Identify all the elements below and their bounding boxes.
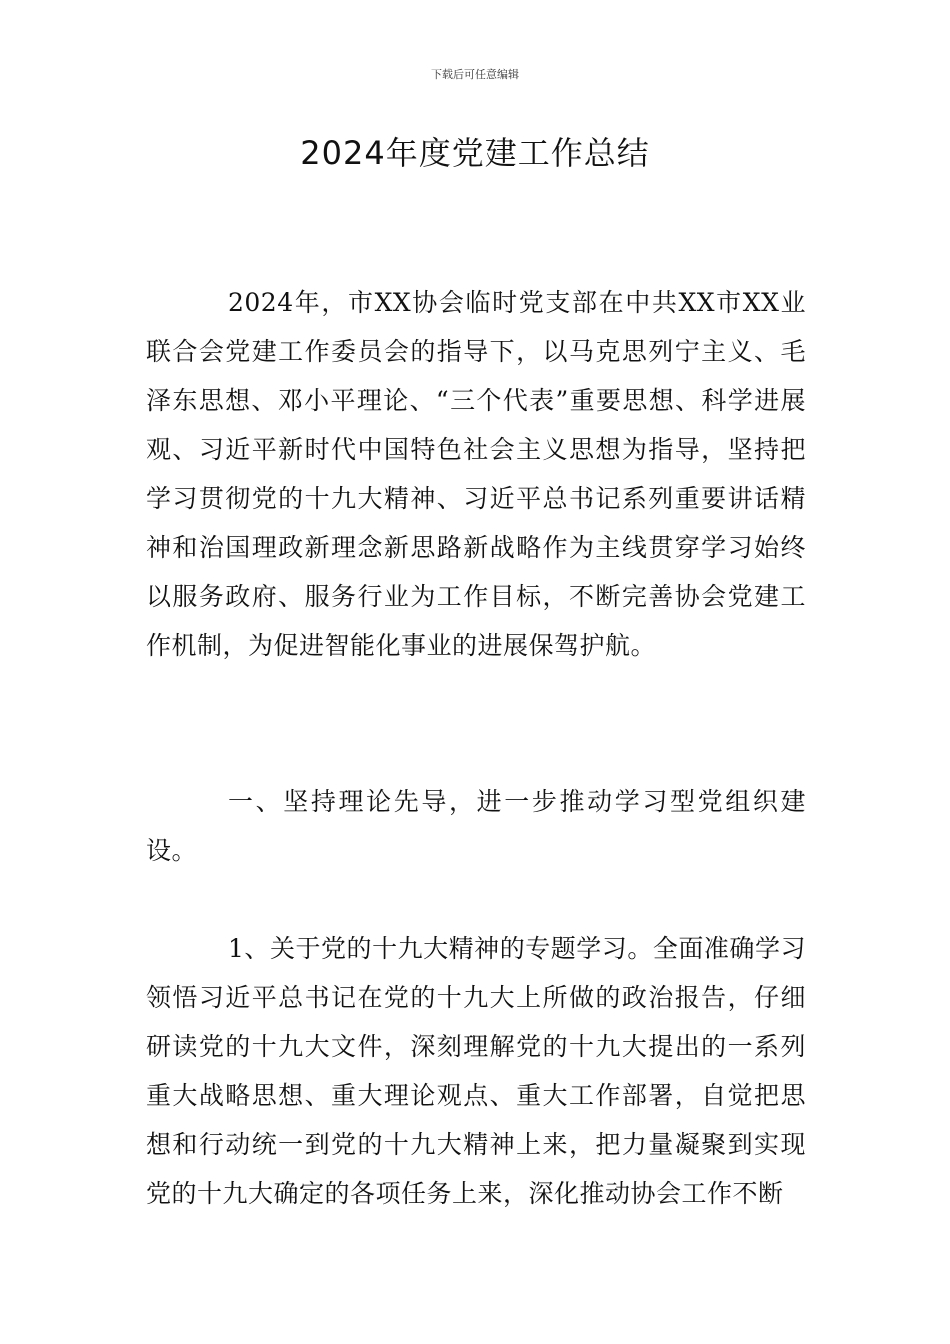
section-heading-1: 一、坚持理论先导，进一步推动学习型党组织建设。 xyxy=(146,787,806,865)
section-item-1-paragraph: 1、关于党的十九大精神的专题学习。全面准确学习领悟习近平总书记在党的十九大上所做的政治报告，仔细研读党的十九大文件，深刻理解党的十九大提出的一系列重大战略思想、重大理论观点、重大工作部署，自觉把思想和行动统一到党的十九大精神上来，把力量凝聚到实现党的十九大确定的各项任务上来，深化推动协会工作不断 xyxy=(146,934,806,1208)
download-note: 下载后可任意编辑 xyxy=(431,68,519,81)
intro-paragraph: 2024年，市XX协会临时党支部在中共XX市XX业联合会党建工作委员会的指导下，以马克思列宁主义、毛泽东思想、邓小平理论、“三个代表”重要思想、科学进展观、习近平新时代中国特色社会主义思想为指导，坚持把学习贯彻党的十九大精神、习近平总书记系列重要讲话精神和治国理政新理念新思路新战略作为主线贯穿学习始终以服务政府、服务行业为工作目标，不断完善协会党建工作机制，为促进智能化事业的进展保驾护航。 xyxy=(146,288,806,660)
document-title: 2024年度党建工作总结 xyxy=(300,134,650,172)
